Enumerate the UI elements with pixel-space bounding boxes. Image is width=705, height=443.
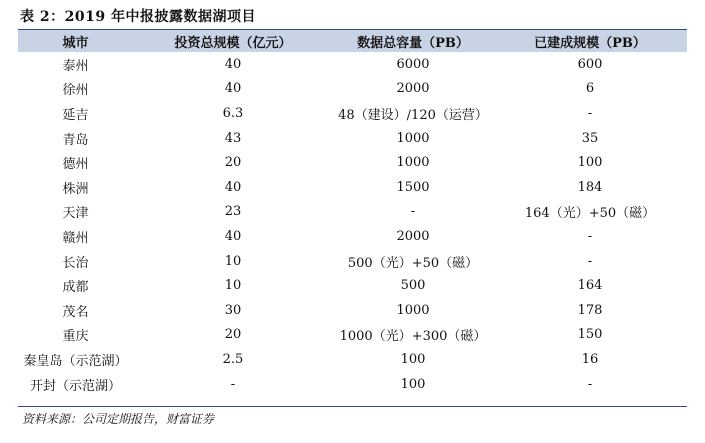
- cell-investment: 30: [224, 302, 242, 318]
- cell-city: 泰州: [62, 58, 89, 74]
- table-row: [18, 249, 687, 274]
- cell-built: 100: [577, 155, 603, 171]
- table-row: [18, 200, 687, 225]
- table-row: [18, 52, 687, 77]
- cell-capacity: 500（光）+50（磁）: [347, 255, 479, 271]
- table-caption: 表 2：2019 年中报披露数据湖项目: [20, 9, 256, 25]
- cell-capacity: -: [410, 204, 416, 220]
- header-city: 城市: [62, 35, 89, 51]
- cell-built: 164（光）+50（磁）: [524, 206, 656, 222]
- table-bottom-rule: [18, 406, 687, 407]
- table-row: [18, 175, 687, 200]
- cell-city: 德州: [62, 157, 89, 173]
- header-capacity: 数据总容量（PB）: [357, 35, 469, 51]
- cell-built: -: [587, 105, 593, 121]
- cell-built: 16: [581, 351, 599, 367]
- table-row: [18, 101, 687, 126]
- header-built: 已建成规模（PB）: [534, 35, 646, 51]
- cell-capacity: 1500: [396, 179, 430, 195]
- cell-capacity: 1000: [396, 130, 430, 146]
- cell-capacity: 2000: [396, 81, 430, 97]
- cell-capacity: 1000: [396, 155, 430, 171]
- table-row: [18, 347, 687, 372]
- header-row: [18, 30, 687, 52]
- header-investment: 投资总规模（亿元）: [174, 35, 292, 51]
- cell-city: 株洲: [62, 181, 89, 197]
- cell-city: 赣州: [62, 230, 89, 246]
- cell-investment: 43: [224, 130, 242, 146]
- cell-investment: -: [230, 376, 236, 392]
- cell-capacity: 1000（光）+300（磁）: [339, 329, 487, 345]
- cell-capacity: 500: [400, 278, 426, 294]
- cell-city: 重庆: [62, 329, 89, 345]
- table-row: [18, 372, 687, 397]
- cell-capacity: 100: [400, 351, 426, 367]
- source-note: 资料来源：公司定期报告，财富证券: [22, 412, 215, 426]
- cell-capacity: 2000: [396, 228, 430, 244]
- cell-capacity: 100: [400, 376, 426, 392]
- cell-city: 青岛: [62, 132, 89, 148]
- cell-investment: 40: [224, 56, 242, 72]
- cell-city: 开封（示范湖）: [29, 378, 121, 394]
- cell-investment: 20: [224, 327, 242, 343]
- cell-capacity: 48（建设）/120（运营）: [338, 107, 488, 123]
- table-row: [18, 150, 687, 175]
- cell-built: 164: [577, 278, 603, 294]
- cell-built: 178: [577, 302, 603, 318]
- table-row: [18, 77, 687, 102]
- cell-built: 184: [577, 179, 603, 195]
- cell-investment: 40: [224, 228, 242, 244]
- cell-investment: 20: [224, 155, 242, 171]
- cell-built: -: [587, 228, 593, 244]
- cell-built: 6: [585, 81, 595, 97]
- cell-investment: 10: [224, 253, 242, 269]
- cell-built: -: [587, 376, 593, 392]
- table-row: [18, 224, 687, 249]
- table-row: [18, 273, 687, 298]
- cell-city: 长治: [62, 255, 89, 271]
- cell-built: 150: [577, 327, 603, 343]
- cell-investment: 10: [224, 278, 242, 294]
- cell-built: 600: [577, 56, 603, 72]
- cell-investment: 23: [224, 204, 242, 220]
- cell-investment: 6.3: [222, 105, 244, 121]
- cell-investment: 40: [224, 81, 242, 97]
- table-row: [18, 126, 687, 151]
- cell-capacity: 6000: [396, 56, 430, 72]
- cell-city: 成都: [62, 280, 89, 296]
- cell-investment: 2.5: [222, 351, 244, 367]
- cell-city: 徐州: [62, 83, 89, 99]
- cell-city: 秦皇岛（示范湖）: [23, 353, 128, 369]
- cell-city: 茂名: [62, 304, 89, 320]
- cell-built: 35: [581, 130, 599, 146]
- cell-built: -: [587, 253, 593, 269]
- cell-city: 延吉: [62, 107, 89, 123]
- table-row: [18, 298, 687, 323]
- cell-capacity: 1000: [396, 302, 430, 318]
- data-lake-table: [18, 30, 687, 396]
- table-row: [18, 323, 687, 348]
- cell-investment: 40: [224, 179, 242, 195]
- cell-city: 天津: [62, 206, 89, 222]
